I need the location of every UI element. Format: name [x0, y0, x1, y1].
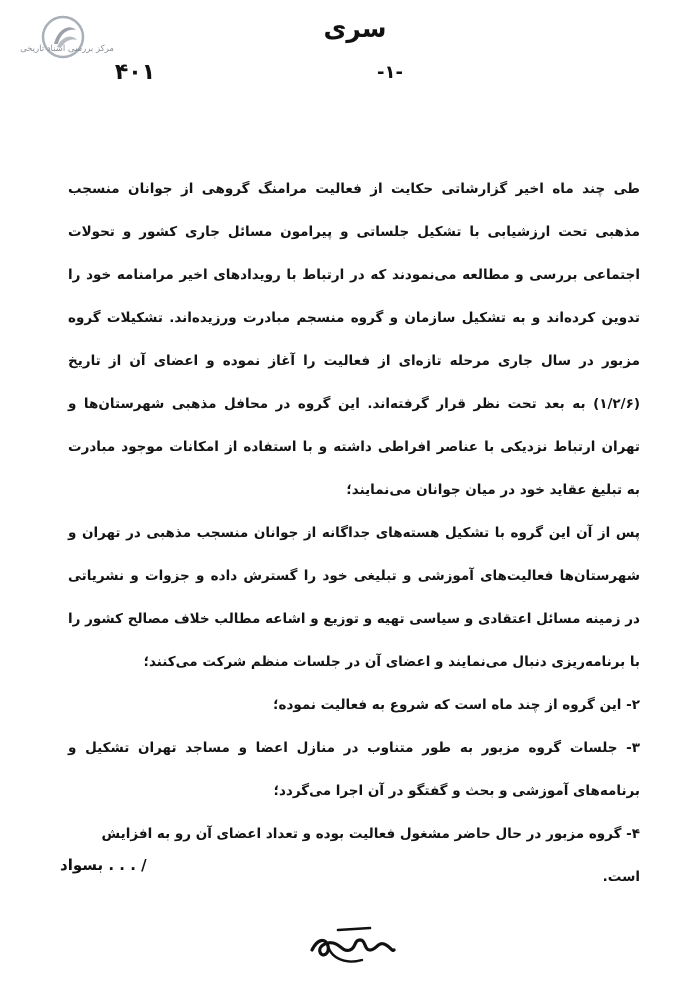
watermark-caption: مرکز بررسی اسناد تاریخی	[20, 44, 114, 54]
paragraph-3: ۲- این گروه از چند ماه است که شروع به فعالیت نموده؛	[273, 697, 640, 713]
paragraph-4: ۳- جلسات گروه مزبور به طور متناوب در منازل اعضا و مساجد تهران تشکیل و برنامه‌های آموزشی و بحث و گفتگو در آن اجرا می‌گردد؛	[68, 740, 640, 799]
page-number: -۱-	[377, 62, 403, 83]
document-body	[68, 168, 640, 899]
signature-icon	[308, 916, 398, 968]
paragraph-5: ۴- گروه مزبور در حال حاضر مشغول فعالیت بوده و تعداد اعضای آن رو به افزایش است.	[101, 826, 640, 885]
document-ending: بسواد . . . /	[60, 856, 147, 874]
classification-label: سری	[323, 14, 387, 43]
document-number: ۴۰۱	[114, 60, 156, 85]
paragraph-2: پس از آن این گروه با تشکیل هسته‌های جداگانه از جوانان منسجب مذهبی در تهران و شهرستان‌ها فعالیت‌های آموزشی و تبلیغی خود را گسترش داده و جزوات و نشریاتی در زمینه مسائل اعتقادی و سیاسی تهیه و توزیع و اشاعه مطالب خلاف مصالح کشور را با برنامه‌ریزی دنبال می‌نمایند و اعضای آن در جلسات منظم شرکت می‌کنند؛	[68, 525, 640, 670]
paragraph-1: طی چند ماه اخیر گزارشاتی حکایت از فعالیت مرامنگ گروهی از جوانان منسجب مذهبی تحت ارزشیابی با تشکیل جلساتی و پیرامون مسائل جاری کشور و تحولات اجتماعی بررسی و مطالعه می‌نمودند که در ارتباط با رویدادهای اخیر مرامنامه خود را تدوین کرده‌اند و به تشکیل سازمان و گروه منسجم مبادرت ورزیده‌اند. تشکیلات گروه مزبور در سال جاری مرحله تازه‌ای از فعالیت را آغاز نموده و اعضای آن از تاریخ (۱/۲/۶) به بعد تحت نظر قرار گرفته‌اند. این گروه در محافل مذهبی شهرستان‌ها و تهران ارتباط نزدیکی با عناصر افراطی داشته و با استفاده از امکانات موجود مبادرت به تبلیغ عقاید خود در میان جوانان می‌نمایند؛	[68, 181, 640, 498]
